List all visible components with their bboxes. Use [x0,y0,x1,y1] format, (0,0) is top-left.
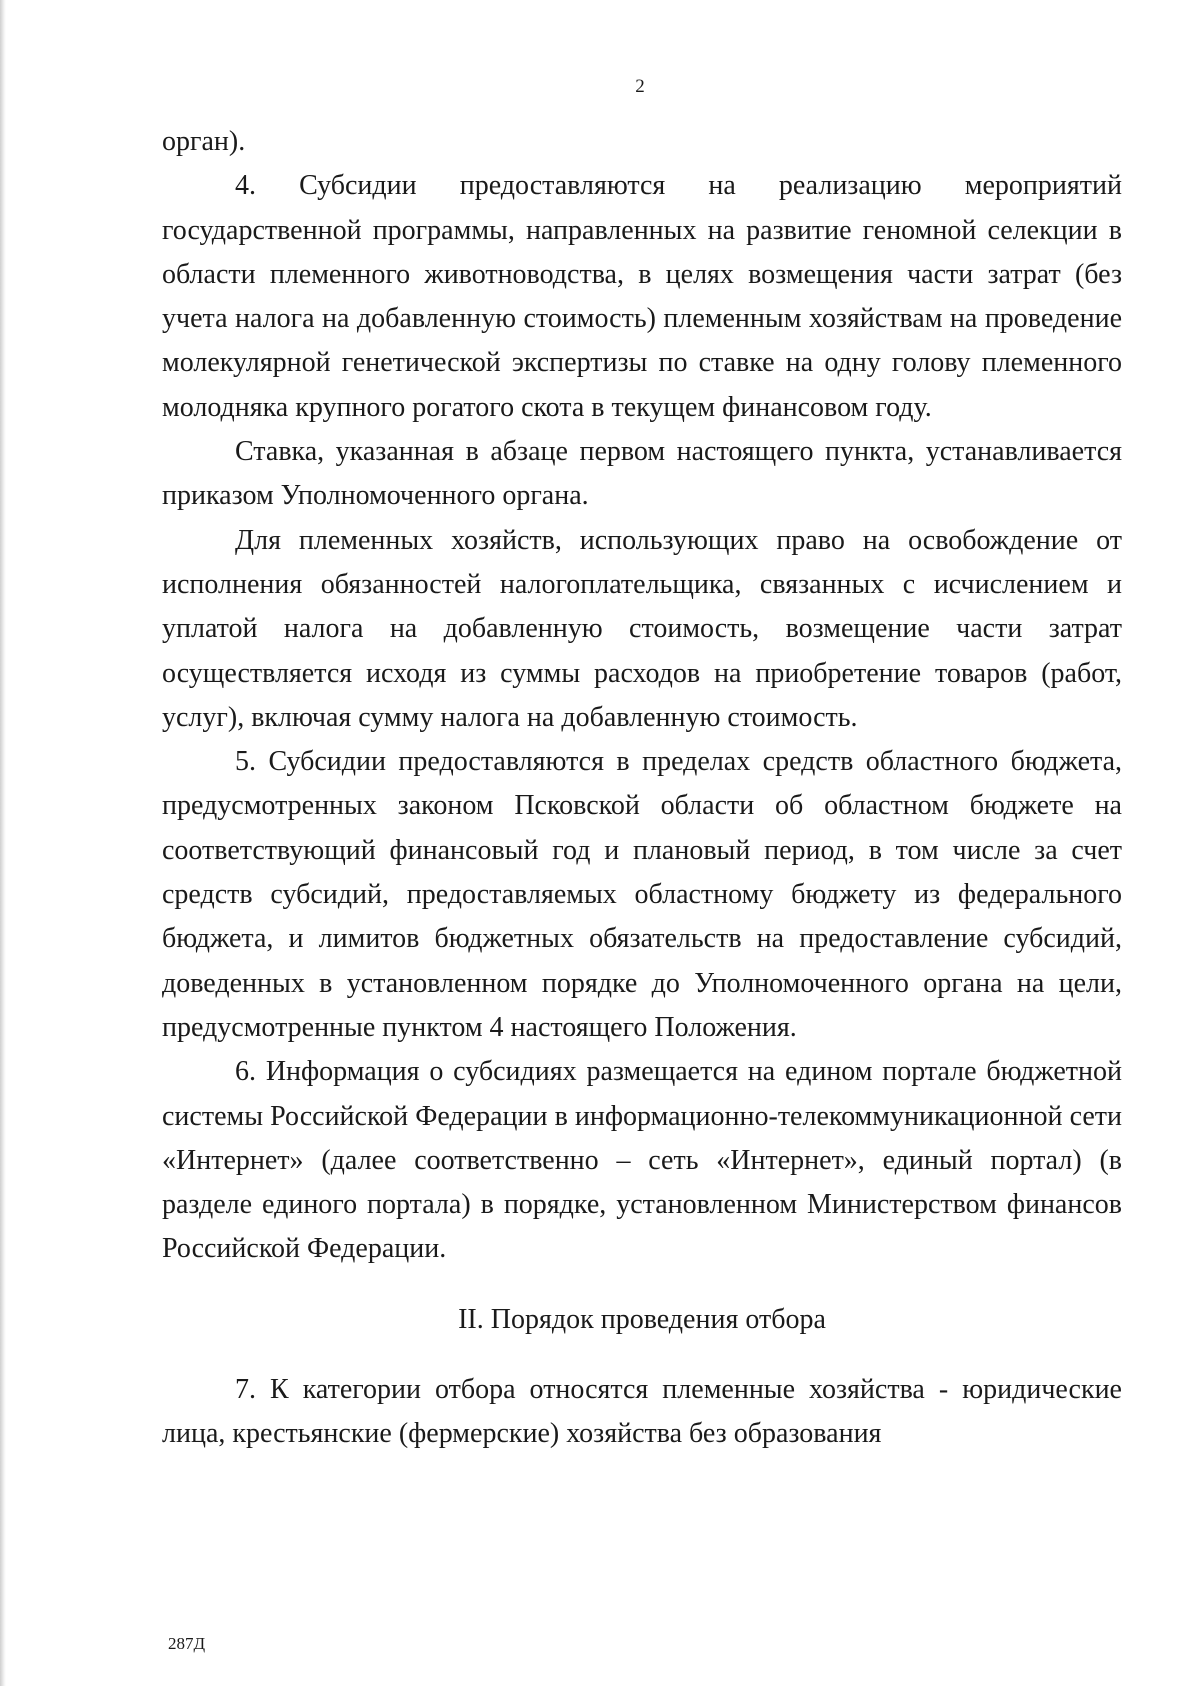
document-body [162,120,1122,1457]
footer-document-code: 287Д [168,1634,206,1653]
scan-edge [0,0,6,1686]
paragraph-item-6: 6. Информация о субсидиях размещается на едином портале бюджетной системы Российской Федерации в информационно-телекоммуникационной сети «Интернет» (далее соответственно – сеть «Интернет», единый портал) (в разделе единого портала) в порядке, установленном Министерством финансов Российской Федерации. [162,1056,1122,1265]
paragraph-rate: Ставка, указанная в абзаце первом настоящего пункта, устанавливается приказом Уполномоченного органа. [162,436,1122,512]
paragraph-item-5: 5. Субсидии предоставляются в пределах средств областного бюджета, предусмотренных законом Псковской области об областном бюджете на соответствующий финансовый год и плановый период, в том числе за счет средств субсидий, предоставляемых областному бюджету из федерального бюджета, и лимитов бюджетных обязательств на предоставление субсидий, доведенных в установленном порядке до Уполномоченного органа на цели, предусмотренные пунктом 4 настоящего Положения. [162,746,1122,1043]
section-heading: II. Порядок проведения отбора [458,1303,826,1335]
page-number: 2 [635,76,645,97]
paragraph-item-4: 4. Субсидии предоставляются на реализацию мероприятий государственной программы, направленных на развитие геномной селекции в области племенного животноводства, в целях возмещения части затрат (без учета налога на добавленную стоимость) племенным хозяйствам на проведение молекулярной генетической экспертизы по ставке на одну голову племенного молодняка крупного рогатого скота в текущем финансовом году. [162,170,1122,423]
paragraph-continuation: орган). [162,126,246,157]
paragraph-item-7: 7. К категории отбора относятся племенные хозяйства - юридические лица, крестьянские (фермерские) хозяйства без образования [162,1374,1122,1450]
paragraph-vat-exempt: Для племенных хозяйств, использующих право на освобождение от исполнения обязанностей налогоплательщика, связанных с исчислением и уплатой налога на добавленную стоимость, возмещение части затрат осуществляется исходя из суммы расходов на приобретение товаров (работ, услуг), включая сумму налога на добавленную стоимость. [162,524,1122,733]
